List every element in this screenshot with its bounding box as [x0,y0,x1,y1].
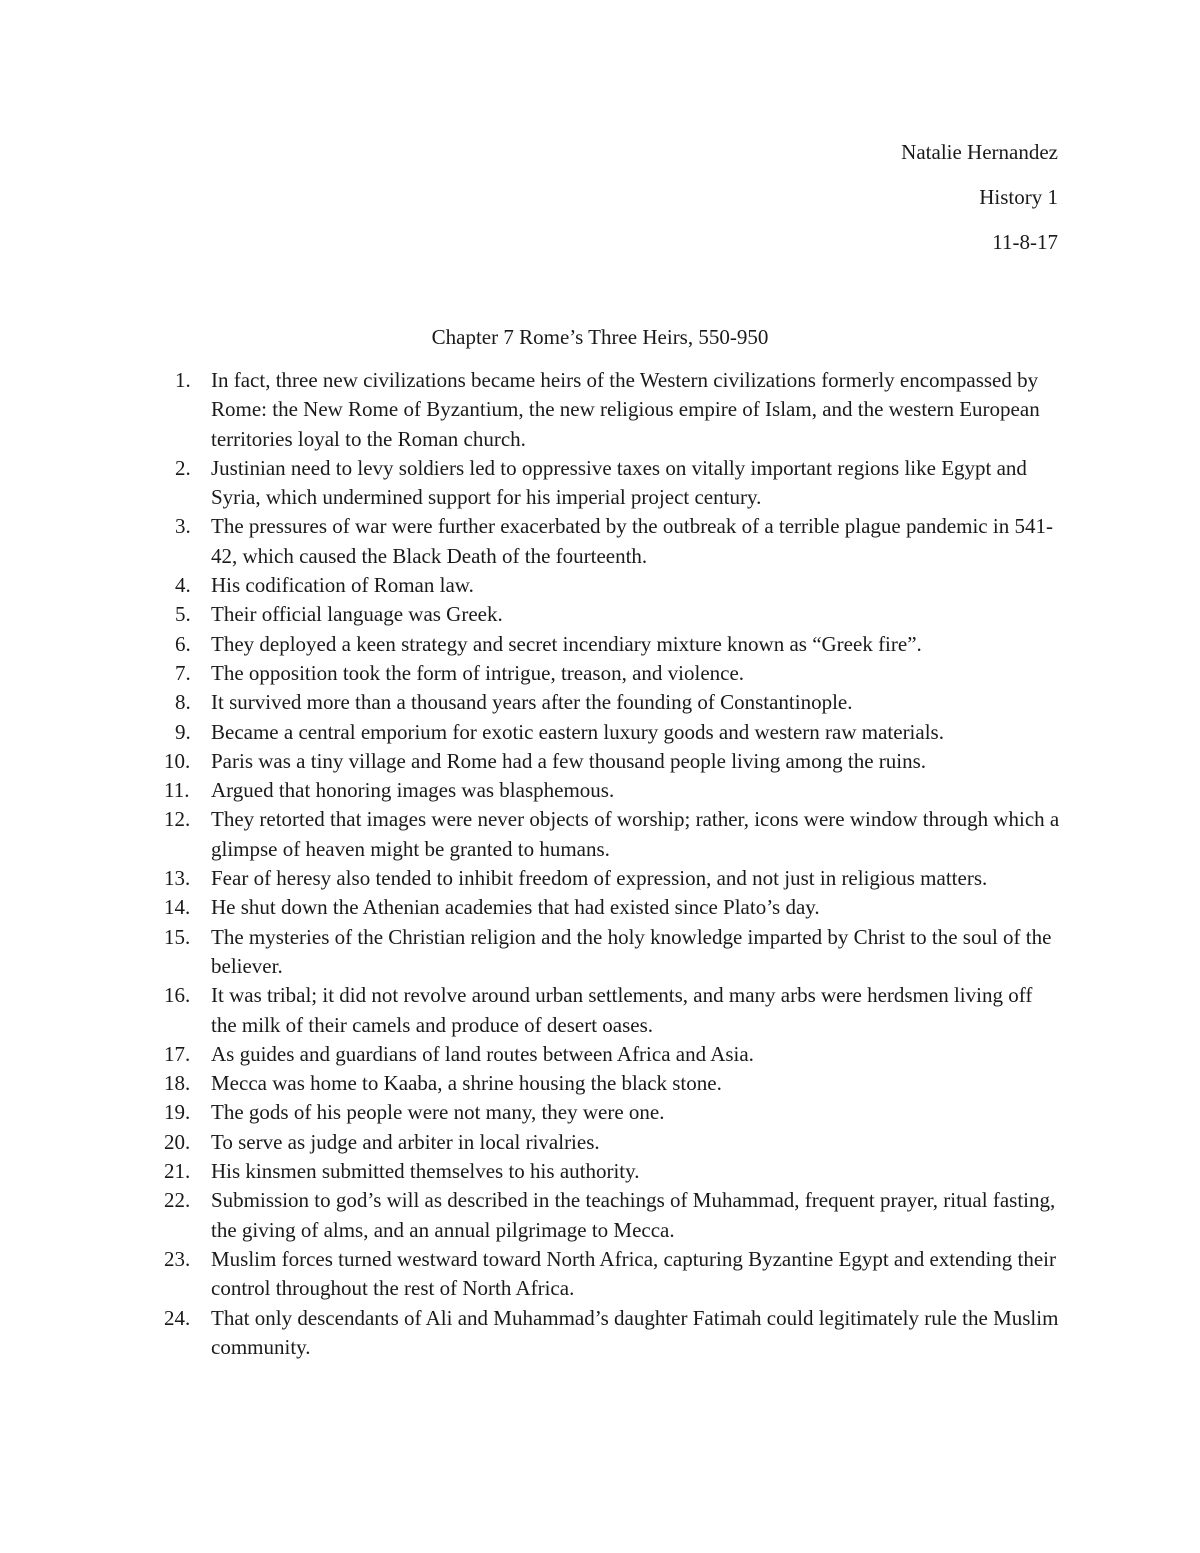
list-item-number-label: 23. [164,1246,191,1271]
list-item [160,1128,1060,1157]
list-item-number [160,454,211,483]
header-block [901,141,1058,276]
list-item-text: They deployed a keen strategy and secret incendiary mixture known as “Greek fire”. [211,631,922,656]
list-item-text: It survived more than a thousand years after the founding of Constantinople. [211,690,853,715]
list-item-number-label: 2. [175,455,191,480]
course-name: History 1 [979,185,1058,209]
list-item-number-label: 4. [175,573,191,598]
list-item-number [160,1157,211,1186]
list-item-text: As guides and guardians of land routes between Africa and Asia. [211,1041,754,1066]
list-item-number [160,747,211,776]
list-item-number-label: 7. [175,660,191,685]
list-item [160,688,1060,717]
list-item-number [160,923,211,952]
list-item-text: The mysteries of the Christian religion and the holy knowledge imparted by Christ to the soul of the believer. [211,924,1052,978]
list-item-number [160,1040,211,1069]
list-item-number-label: 10. [164,748,191,773]
list-item-text: To serve as judge and arbiter in local rivalries. [211,1129,600,1154]
assignment-date: 11-8-17 [992,230,1058,254]
list-item-text: The pressures of war were further exacerbated by the outbreak of a terrible plague pandemic in 541-42, which caused the Black Death of the fourteenth. [211,514,1053,568]
list-item-number [160,718,211,747]
list-item-text: Became a central emporium for exotic eastern luxury goods and western raw materials. [211,719,944,744]
list-item-number [160,512,211,541]
list-item-text: Muslim forces turned westward toward North Africa, capturing Byzantine Egypt and extending their control throughout the rest of North Africa. [211,1246,1057,1301]
list-item-number-label: 12. [164,807,191,832]
list-item [160,747,1060,776]
list-item-number-label: 24. [164,1305,191,1330]
list-item-number [160,571,211,600]
list-item [160,1157,1060,1186]
list-item-number [160,630,211,659]
list-item-number-label: 20. [164,1129,191,1154]
list-item [160,1069,1060,1098]
list-item-text: Their official language was Greek. [211,602,503,627]
list-item-number-label: 8. [175,690,191,715]
list-item-text: Argued that honoring images was blasphemous. [211,778,615,803]
list-item [160,630,1060,659]
list-item-number-label: 5. [175,602,191,627]
list-item-number-label: 6. [175,631,191,656]
list-item-number-label: 14. [164,895,191,920]
list-item [160,454,1060,513]
list-item-text: His codification of Roman law. [211,573,474,598]
list-item-number [160,1128,211,1157]
list-item-number [160,366,211,395]
list-item-text: Submission to god’s will as described in the teachings of Muhammad, frequent prayer, ritual fasting, the giving of alms, and an annual pilgrimage to Mecca. [211,1188,1056,1242]
list-item-text: Paris was a tiny village and Rome had a few thousand people living among the ruins. [211,748,927,773]
list-item-number-label: 22. [164,1188,191,1213]
list-item [160,512,1060,571]
list-item [160,805,1060,864]
list-item-text: His kinsmen submitted themselves to his authority. [211,1159,640,1184]
list-item [160,366,1060,454]
list-item [160,659,1060,688]
list-item-number [160,1304,211,1333]
list-item-text: Justinian need to levy soldiers led to oppressive taxes on vitally important regions like Egypt and Syria, which undermined support for his imperial project century. [211,455,1027,510]
list-item [160,1186,1060,1245]
list-item-number-label: 1. [175,368,191,392]
list-item-number-label: 17. [164,1041,191,1066]
list-item-number-label: 3. [175,514,191,539]
list-item [160,864,1060,893]
list-item-text: The gods of his people were not many, they were one. [211,1100,665,1125]
numbered-list [160,366,1060,1362]
list-item [160,776,1060,805]
list-item-number [160,600,211,629]
list-item-text: It was tribal; it did not revolve around urban settlements, and many arbs were herdsmen living off the milk of their camels and produce of desert oases. [211,983,1033,1037]
list-item [160,1304,1060,1363]
document-title: Chapter 7 Rome’s Three Heirs, 550-950 [431,325,769,349]
list-item-text: The opposition took the form of intrigue, treason, and violence. [211,660,745,685]
list-item-number [160,1245,211,1274]
list-item-number-label: 13. [164,866,191,891]
list-item-number-label: 18. [164,1071,191,1096]
list-item [160,1245,1060,1304]
list-item [160,600,1060,629]
list-item-text: Fear of heresy also tended to inhibit freedom of expression, and not just in religious matters. [211,866,988,891]
list-item-number-label: 15. [164,924,191,949]
list-item-number [160,981,211,1010]
list-item-text: That only descendants of Ali and Muhammad’s daughter Fatimah could legitimately rule the Muslim community. [211,1305,1059,1359]
list-item [160,1098,1060,1127]
list-item-text: He shut down the Athenian academies that had existed since Plato’s day. [211,895,820,920]
list-item-text: Mecca was home to Kaaba, a shrine housing the black stone. [211,1071,722,1096]
list-item-number [160,1069,211,1098]
list-item-number [160,805,211,834]
list-item-number-label: 16. [164,983,191,1008]
list-item-number [160,1186,211,1215]
list-item-number [160,659,211,688]
student-name: Natalie Hernandez [901,140,1058,164]
list-item-number [160,1098,211,1127]
list-item-number-label: 9. [175,719,191,744]
list-item-number [160,776,211,805]
list-item-number-label: 19. [164,1100,191,1125]
list-item [160,981,1060,1040]
list-item [160,893,1060,922]
list-item [160,1040,1060,1069]
list-item-text: They retorted that images were never objects of worship; rather, icons were window through which a glimpse of heaven might be granted to humans. [211,807,1060,861]
list-item [160,571,1060,600]
list-item [160,923,1060,982]
list-item-number [160,688,211,717]
list-item-number-label: 21. [164,1159,191,1184]
list-item-number [160,864,211,893]
list-item-text: In fact, three new civilizations became heirs of the Western civilizations formerly encompassed by Rome: the New Rome of Byzantium, the new religious empire of Islam, and the western European territories loyal to the Roman church. [211,368,1040,451]
list-item-number [160,893,211,922]
list-item [160,718,1060,747]
list-item-number-label: 11. [164,778,190,803]
